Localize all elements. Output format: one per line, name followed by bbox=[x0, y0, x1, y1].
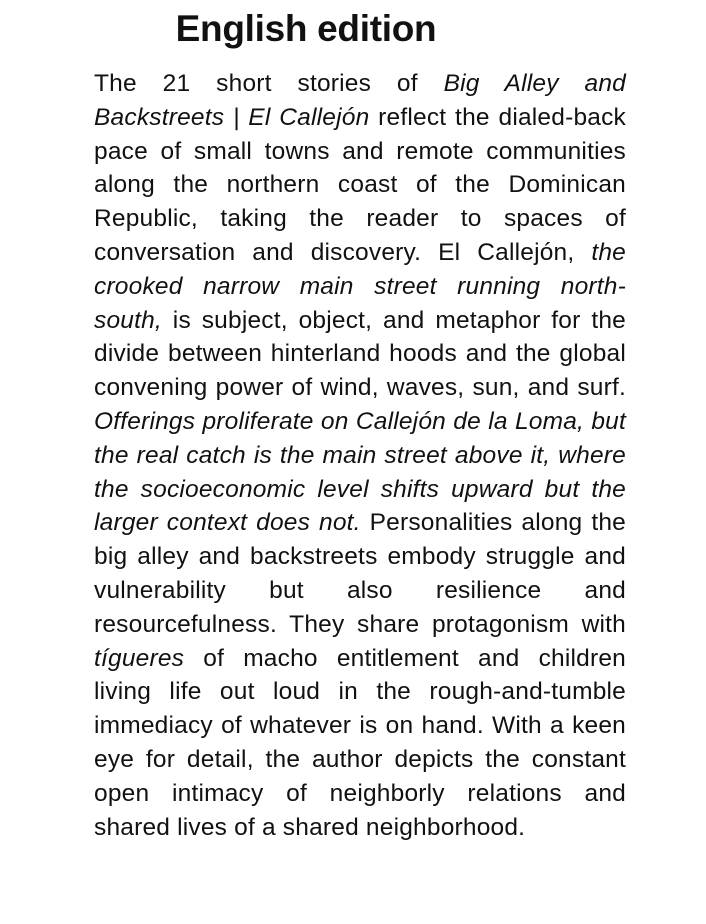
street-description-italic: the crooked narrow main street running north-south, bbox=[94, 238, 626, 334]
text-segment: The 21 short stories of bbox=[94, 70, 444, 97]
page-title: English edition bbox=[175, 8, 437, 49]
text-segment: Personalities along the big alley and backstreets embody struggle and vulnerability but also resilience and resourcefulness. They share protagonism with bbox=[94, 509, 626, 638]
text-segment: of macho entitlement and children living life out loud in the rough-and-tumble immediacy of whatever is on hand. With a keen eye for detail, the author depicts the constant open intimacy of neighborly relations and shared lives of a shared neighborhood. bbox=[94, 644, 626, 841]
description-paragraph bbox=[94, 67, 626, 844]
text-segment: is subject, object, and metaphor for the divide between hinterland hoods and the global convening power of wind, waves, sun, and surf. bbox=[94, 306, 626, 402]
tigueres-italic: tígueres bbox=[94, 644, 185, 672]
offerings-sentence-italic: Offerings proliferate on Callejón de la Loma, but the real catch is the main street above it, where the socioeconomic level shifts upward but the larger context does not. bbox=[94, 407, 626, 537]
text-segment: reflect the dialed-back pace of small towns and remote communities along the northern coast of the Dominican Republic, taking the reader to spaces of conversation and discovery. El Callejón, bbox=[94, 103, 626, 266]
book-title-italic: Big Alley and Backstreets | El Callejón bbox=[94, 70, 626, 131]
